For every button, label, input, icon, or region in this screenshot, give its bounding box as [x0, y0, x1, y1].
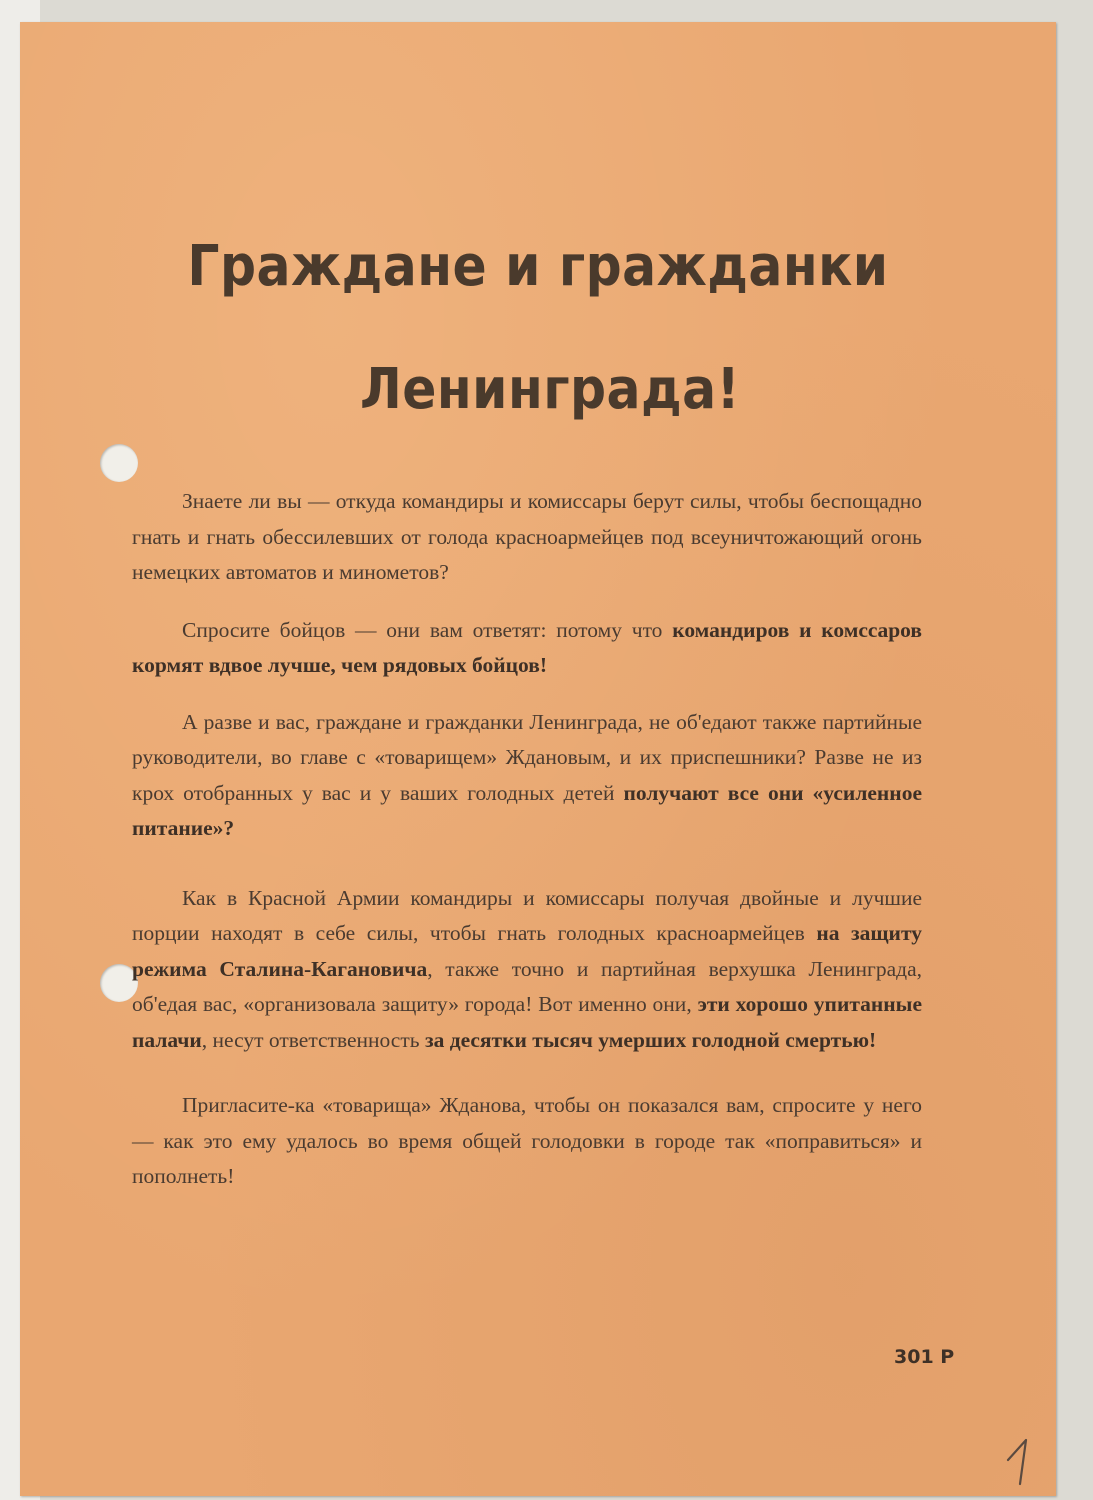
paragraph-bold-text: эти хорошо упитанные палачи	[132, 992, 923, 1052]
body-text	[132, 484, 922, 1195]
handwritten-page-number	[1000, 1434, 1040, 1490]
paragraph-text: А разве и вас, граждане и гражданки Ленинграда, не об'едают также партийные руководители, во главе с «товарищем» Ждановым, и их приспешники? Разве не из крох отобранных у вас и у ваших голодных детей	[132, 709, 922, 805]
paragraph-text: Пригласите-ка «товарища» Жданова, чтобы он показался вам, спросите у него — как это ему удалось во время общей голодовки в городе так «поправиться» и пополнеть!	[132, 1093, 922, 1188]
paragraph-5	[132, 1088, 922, 1195]
paragraph-1	[132, 484, 922, 591]
paragraph-text: Как в Красной Армии командиры и комиссары получая двойные и лучшие порции находят в себе силы, чтобы гнать голодных красноармейцев	[132, 885, 922, 945]
leaflet-code: 301 Р	[894, 1346, 955, 1368]
title-line-1: Граждане и гражданки	[187, 234, 889, 299]
paragraph-bold-text: за десятки тысяч умерших голодной смертью!	[424, 1027, 877, 1052]
paragraph-text: Знаете ли вы — откуда командиры и комиссары берут силы, чтобы беспощадно гнать и гнать обессилевших от голода красноармейцев под всеуничтожающий огонь немецких автоматов и минометов?	[132, 489, 922, 584]
paragraph-text: , несут ответственность	[201, 1027, 425, 1052]
title-line-2: Ленинграда!	[359, 357, 741, 422]
paragraph-text: Спросите бойцов — они вам ответят: потому что	[182, 617, 673, 642]
paragraph-bold-text: получают все они «усиленное питание»?	[132, 780, 922, 840]
paragraph-text: , также точно и партийная верхушка Ленинграда, об'едая вас, «организовала защиту» города! Вот именно они,	[132, 956, 922, 1016]
leaflet-page	[20, 22, 1056, 1496]
paragraph-bold-text: командиров и комсcаров кормят вдвое лучше, чем рядовых бойцов!	[132, 617, 922, 677]
paragraph-bold-text: на защиту режима Сталина-Кагановича	[132, 921, 922, 981]
paragraph-4	[132, 881, 922, 1059]
punch-hole-top	[100, 444, 138, 482]
paragraph-2	[132, 613, 922, 684]
paragraph-3	[132, 705, 922, 847]
